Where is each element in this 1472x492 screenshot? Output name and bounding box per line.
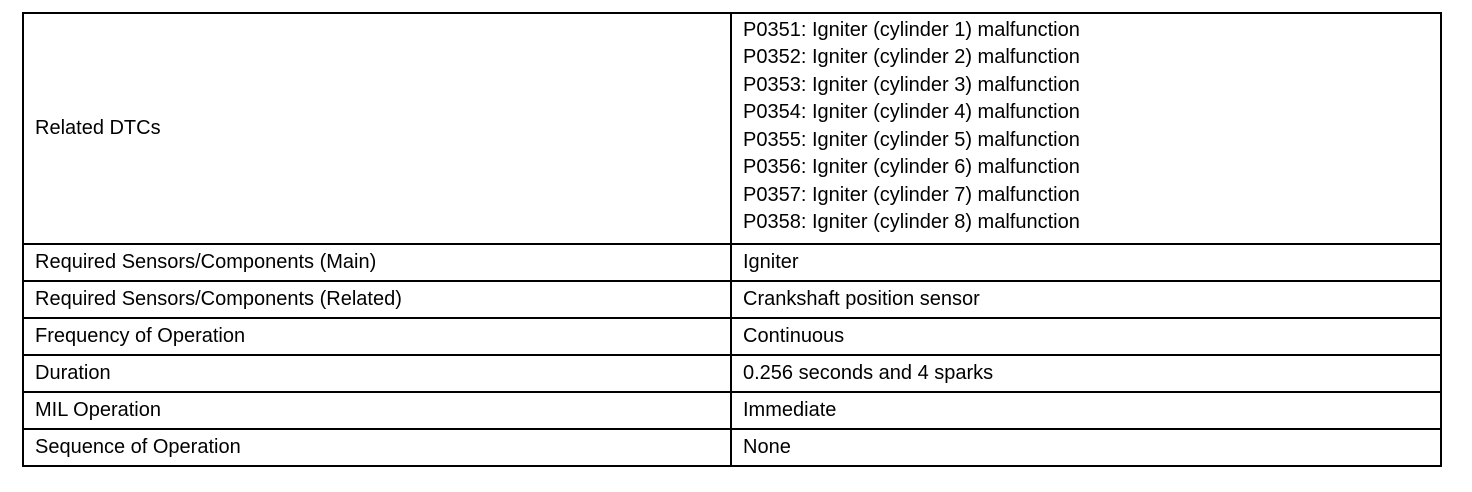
dtc-item: P0356: Igniter (cylinder 6) malfunction [743, 156, 1080, 178]
row-label-related-dtcs: Related DTCs [23, 13, 731, 244]
row-label-sequence: Sequence of Operation [23, 429, 731, 466]
dtc-item: P0352: Igniter (cylinder 2) malfunction [743, 46, 1080, 68]
row-label-duration: Duration [23, 355, 731, 392]
row-label-main-components: Required Sensors/Components (Main) [23, 244, 731, 281]
table-row [23, 13, 1441, 244]
dtc-list [743, 17, 1429, 237]
table-row [23, 281, 1441, 318]
row-value-sequence: None [731, 429, 1441, 466]
dtc-item: P0355: Igniter (cylinder 5) malfunction [743, 128, 1080, 151]
table-row [23, 355, 1441, 392]
table-row [23, 318, 1441, 355]
row-value-duration: 0.256 seconds and 4 sparks [731, 355, 1441, 392]
row-value-mil-operation: Immediate [731, 392, 1441, 429]
dtc-item: P0357: Igniter (cylinder 7) malfunction [743, 183, 1080, 206]
related-dtcs-cell [731, 13, 1441, 244]
row-label-mil-operation: MIL Operation [23, 392, 731, 429]
row-label-frequency: Frequency of Operation [23, 318, 731, 355]
row-label-related-components: Required Sensors/Components (Related) [23, 281, 731, 318]
dtc-item: P0354: Igniter (cylinder 4) malfunction [743, 101, 1080, 123]
dtc-item: P0358: Igniter (cylinder 8) malfunction [743, 211, 1080, 233]
row-value-main-components: Igniter [731, 244, 1441, 281]
table-row [23, 244, 1441, 281]
row-value-frequency: Continuous [731, 318, 1441, 355]
dtc-item: P0353: Igniter (cylinder 3) malfunction [743, 73, 1080, 96]
table-row [23, 429, 1441, 466]
monitor-spec-table [22, 12, 1442, 467]
row-value-related-components: Crankshaft position sensor [731, 281, 1441, 318]
table-row [23, 392, 1441, 429]
dtc-item: P0351: Igniter (cylinder 1) malfunction [743, 18, 1080, 41]
